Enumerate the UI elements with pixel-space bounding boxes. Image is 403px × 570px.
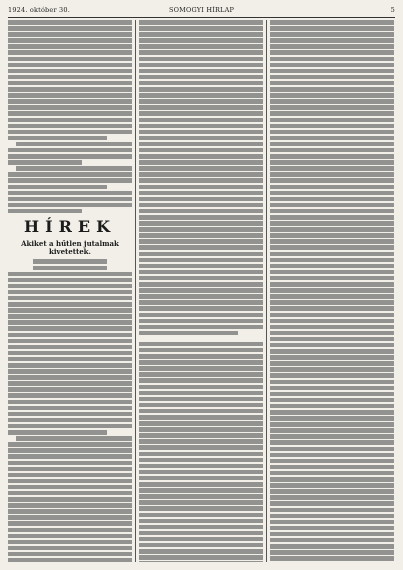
newspaper-title: SOMOGYI HÍRLAP <box>168 6 235 14</box>
column-divider <box>266 20 267 562</box>
header-rule <box>8 17 395 18</box>
column-left <box>8 20 132 562</box>
section-title: HÍREK <box>24 217 116 237</box>
column-right <box>270 20 394 562</box>
page-number: 5 <box>390 6 395 14</box>
column-divider <box>135 20 136 562</box>
issue-date: 1924. október 30. <box>8 6 70 14</box>
column-middle <box>139 20 263 562</box>
article-headline: Akiket a hűtlen jutalmak kivetettek. <box>21 239 119 257</box>
